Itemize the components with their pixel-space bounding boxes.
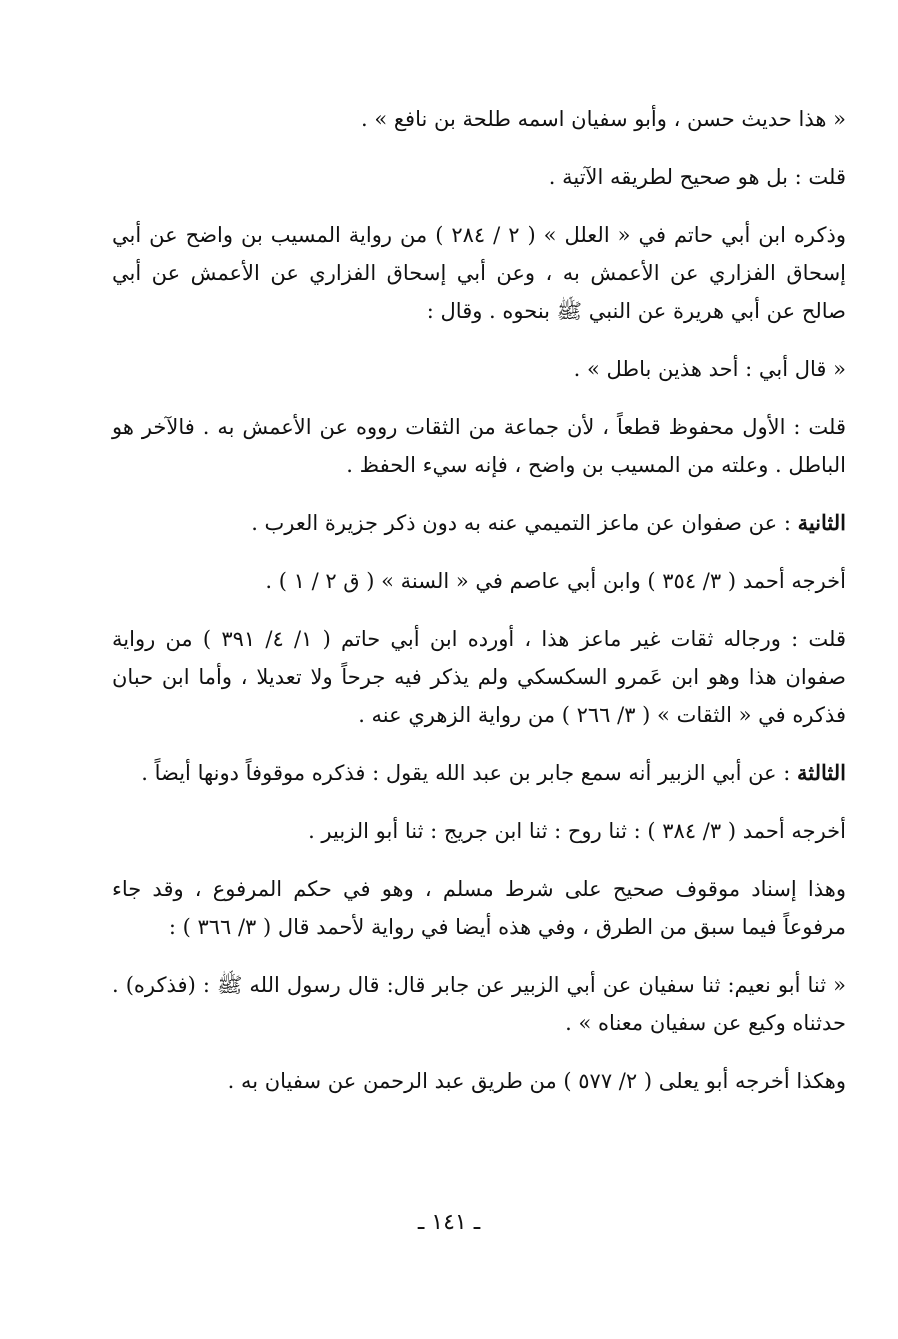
paragraph-ahmad-354: أخرجه أحمد ( ٣/ ٣٥٤ ) وابن أبي عاصم في « السنة » ( ق ٢ / ١ ) . — [265, 569, 846, 593]
paragraph-third-route — [112, 754, 868, 792]
paragraph-ahmad-384: أخرجه أحمد ( ٣/ ٣٨٤ ) : ثنا روح : ثنا ابن جريج : ثنا أبو الزبير . — [308, 819, 846, 843]
paragraph-isnad-mawquf: وهذا إسناد موقوف صحيح على شرط مسلم ، وهو في حكم المرفوع ، وقد جاء مرفوعاً فيما سبق من الطرق ، وفي هذه أيضا في رواية لأحمد قال ( ٣/ ٣٦٦ ) : — [112, 877, 846, 939]
paragraph-second-route — [112, 504, 868, 542]
paragraph-quote-abu-nuaym: « ثنا أبو نعيم: ثنا سفيان عن أبي الزبير عن جابر قال: قال رسول الله ﷺ : (فذكره) . حدثناه وكيع عن سفيان معناه » . — [112, 973, 846, 1035]
second-route-label: الثانية — [797, 510, 846, 535]
paragraph-quote-hasan: « هذا حديث حسن ، وأبو سفيان اسمه طلحة بن نافع » . — [361, 107, 846, 131]
second-route-text: : عن صفوان عن ماعز التميمي عنه به دون ذكر جزيرة العرب . — [251, 511, 798, 535]
paragraph-quote-batil: « قال أبي : أحد هذين باطل » . — [573, 357, 846, 381]
third-route-label: الثالثة — [797, 760, 846, 785]
paragraph-abu-yala: وهكذا أخرجه أبو يعلى ( ٢/ ٥٧٧ ) من طريق عبد الرحمن عن سفيان به . — [227, 1069, 846, 1093]
third-route-text: : عن أبي الزبير أنه سمع جابر بن عبد الله يقول : فذكره موقوفاً دونها أيضاً . — [141, 761, 798, 785]
paragraph-rijal-thiqat: قلت : ورجاله ثقات غير ماعز هذا ، أورده ابن أبي حاتم ( ١/ ٤/ ٣٩١ ) من رواية صفوان هذا وهو ابن عَمرو السكسكي ولم يذكر فيه جرحاً ولا تعديلا ، وأما ابن حبان فذكره في « الثقات » ( ٣/ ٢٦٦ ) من رواية الزهري عنه . — [112, 627, 846, 727]
page-body — [112, 100, 868, 1120]
paragraph-ilal-ibn-abi-hatim: وذكره ابن أبي حاتم في « العلل » ( ٢ / ٢٨٤ ) من رواية المسيب بن واضح عن أبي إسحاق الفزاري عن الأعمش به ، وعن أبي إسحاق الفزاري عن الأعمش عن أبي صالح عن أبي هريرة عن النبي ﷺ بنحوه . وقال : — [112, 223, 846, 323]
paragraph-mahfuz: قلت : الأول محفوظ قطعاً ، لأن جماعة من الثقات رووه عن الأعمش به . فالآخر هو الباطل . وعلته من المسيب بن واضح ، فإنه سيء الحفظ . — [112, 415, 846, 477]
page-number: ـ ١٤١ ـ — [417, 1210, 481, 1235]
paragraph-qultu-sahih: قلت : بل هو صحيح لطريقه الآتية . — [548, 165, 846, 189]
